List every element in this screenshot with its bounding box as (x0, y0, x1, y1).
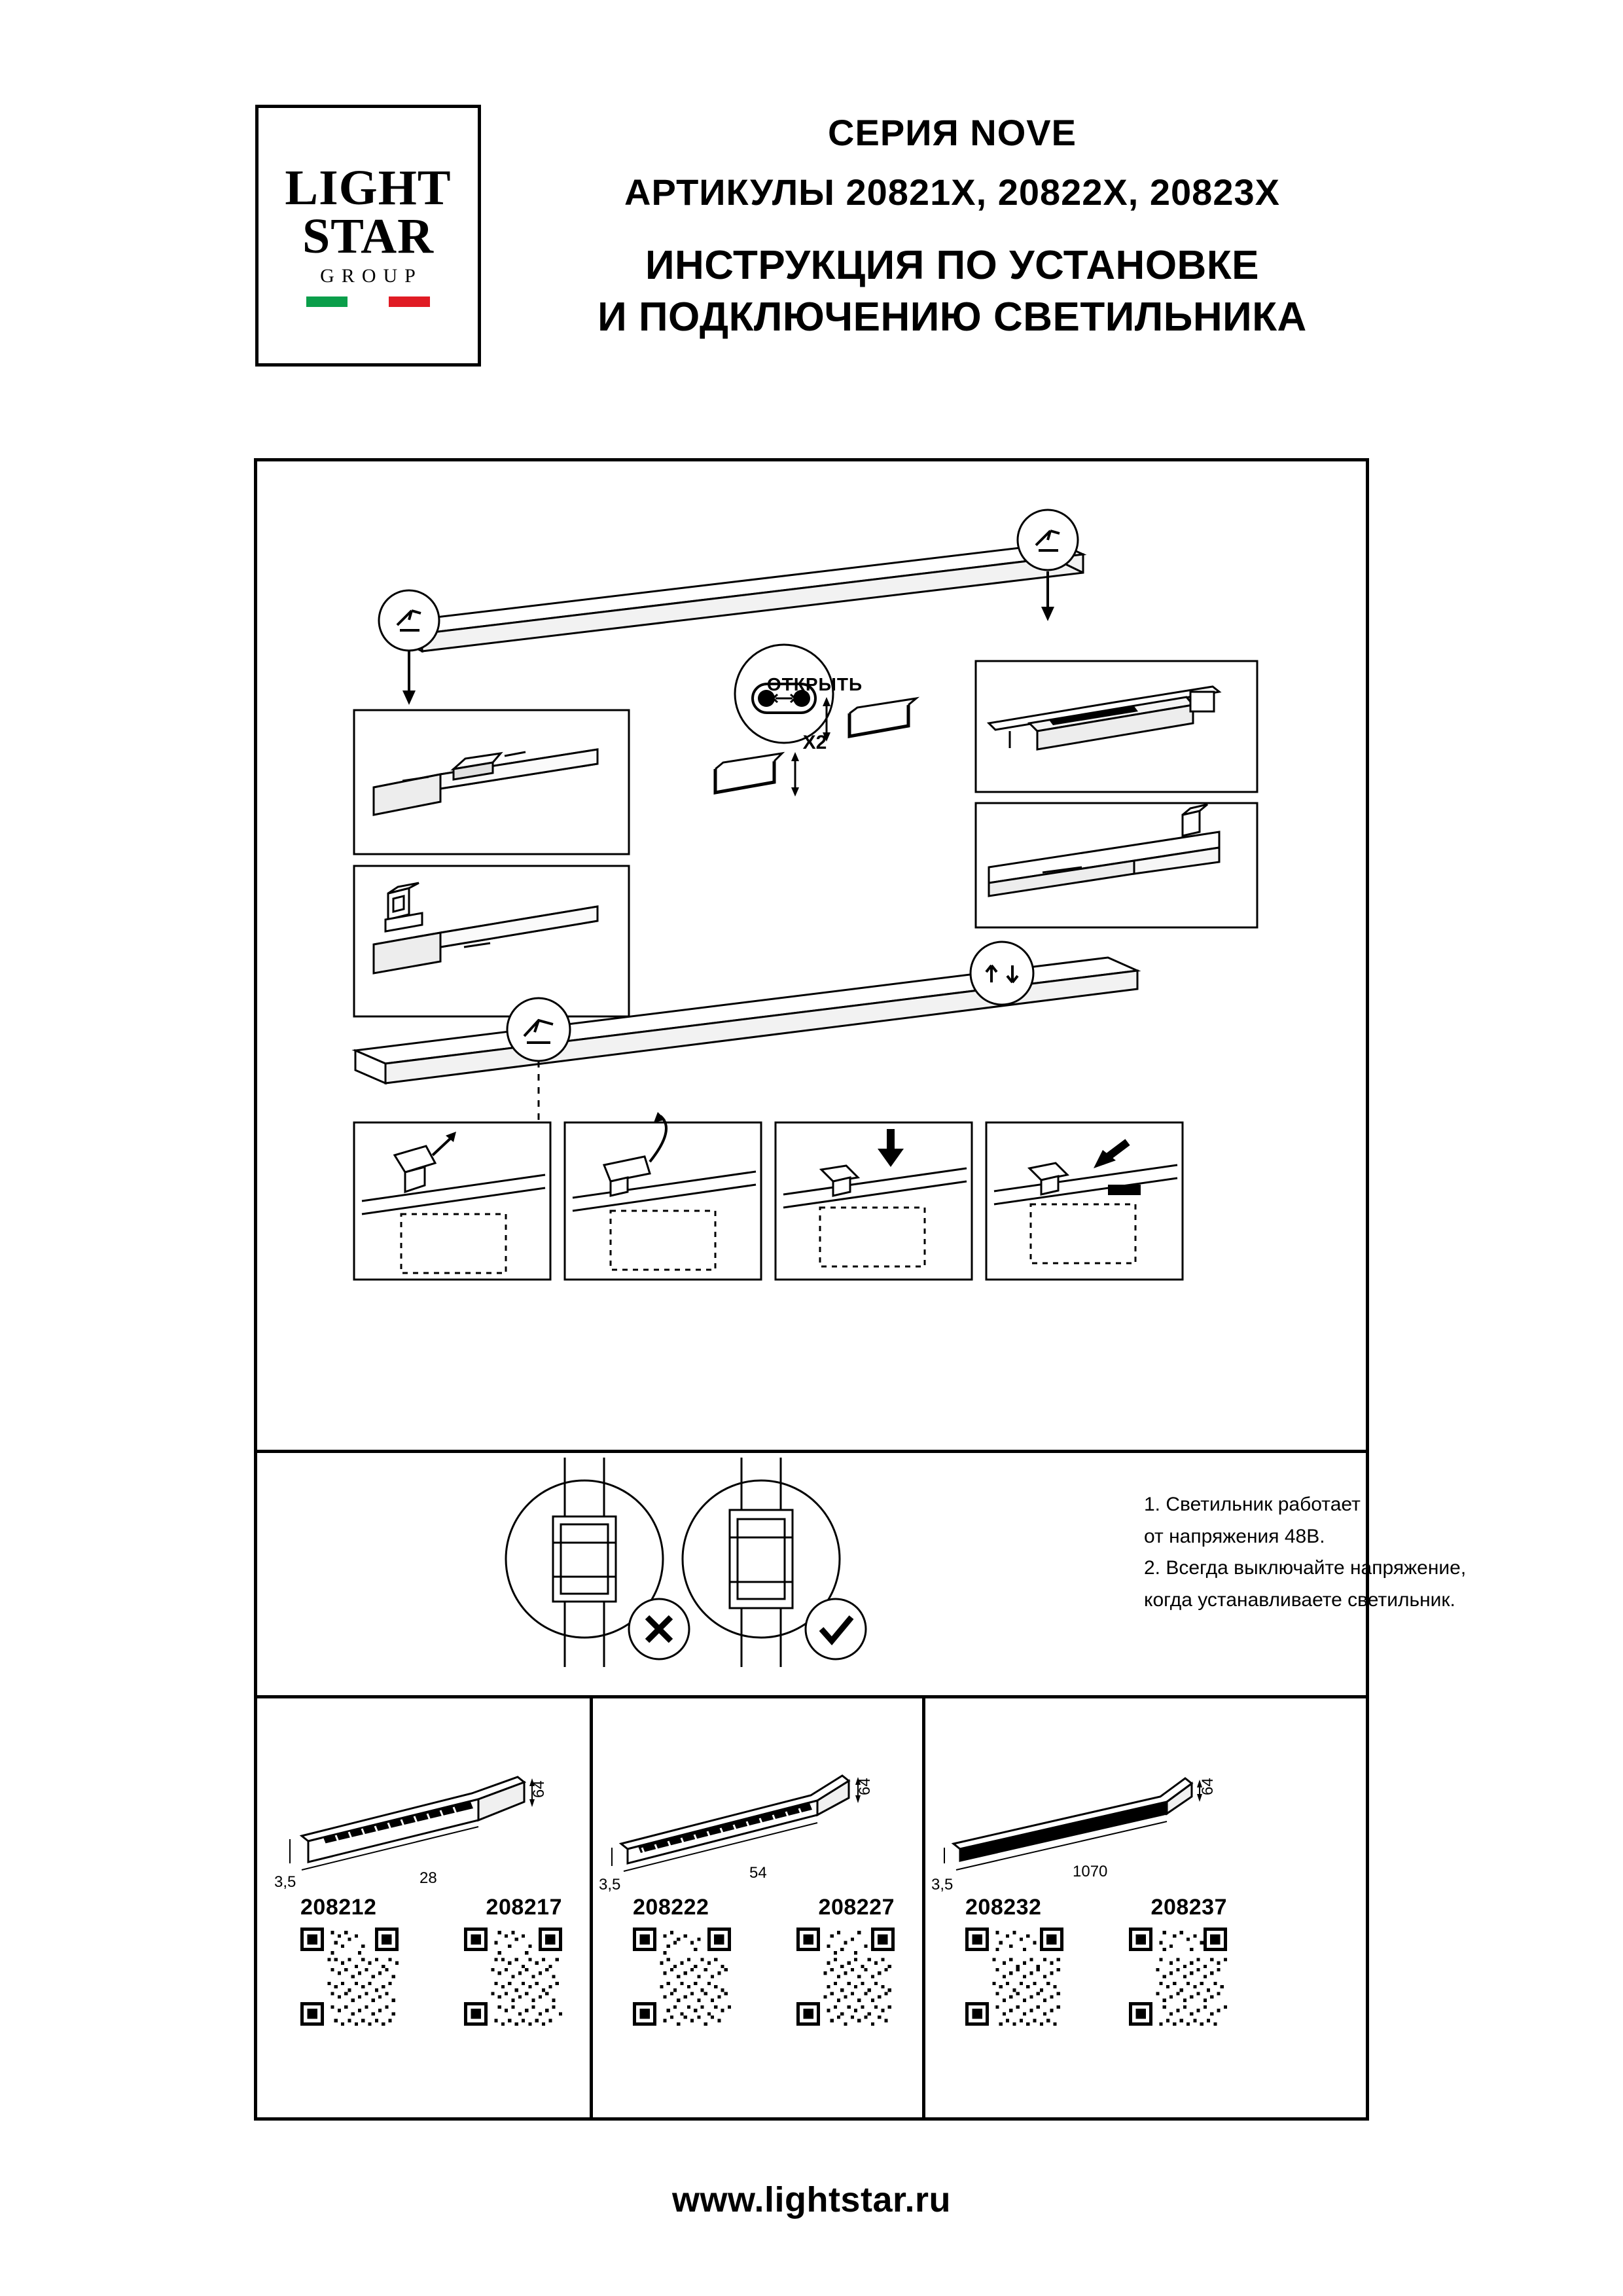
italian-flag-icon (306, 296, 431, 307)
model-code: 208212 (300, 1895, 377, 1920)
series-title: СЕРИЯ NOVE (828, 112, 1077, 153)
model-block-2 (595, 1698, 921, 2117)
instruction-frame (254, 458, 1467, 2121)
model-1-drawing (262, 1698, 588, 1914)
step-panel-4 (986, 1122, 1183, 1280)
document-title-line-2: И ПОДКЛЮЧЕНИЮ СВЕТИЛЬНИКА (597, 295, 1307, 340)
model-2-height-label: 64 (856, 1778, 874, 1795)
brand-logo (255, 105, 481, 367)
step-panel-2 (565, 1112, 761, 1280)
document-title-line-1: ИНСТРУКЦИЯ ПО УСТАНОВКЕ (645, 243, 1260, 288)
model-code: 208227 (818, 1895, 895, 1920)
qr-code[interactable] (633, 1928, 731, 2026)
header-text-block (537, 98, 1368, 344)
model-code: 208232 (965, 1895, 1042, 1920)
track-profile-top (398, 543, 1083, 651)
qr-code[interactable] (1129, 1928, 1227, 2026)
qr-code[interactable] (300, 1928, 399, 2026)
divider-model-1-2 (590, 1695, 593, 2121)
clip-icon-lower (715, 752, 799, 797)
model-block-1 (262, 1698, 588, 2117)
safety-notes (1144, 1489, 1615, 1616)
article-numbers: АРТИКУЛЫ 20821X, 20822X, 20823X (624, 171, 1280, 213)
open-label: ОТКРЫТЬ (766, 674, 863, 694)
model-code: 208222 (633, 1895, 709, 1920)
safety-note-2-line-2: когда устанавливаете светильник. (1144, 1588, 1455, 1611)
document-header (255, 98, 1368, 386)
qr-code[interactable] (965, 1928, 1063, 2026)
model-3-codes (965, 1895, 1227, 1920)
divider-model-2-3 (922, 1695, 925, 2121)
model-2-length-label: 54 (749, 1864, 767, 1882)
model-code: 208217 (486, 1895, 562, 1920)
incorrect-example (506, 1458, 689, 1667)
model-2-codes (633, 1895, 895, 1920)
safety-note-1-line-1: 1. Светильник работает (1144, 1494, 1361, 1515)
correct-example (683, 1458, 866, 1667)
qr-code[interactable] (796, 1928, 895, 2026)
qr-code[interactable] (464, 1928, 562, 2026)
model-3-drawing (927, 1698, 1255, 1914)
model-block-3 (927, 1698, 1255, 2117)
safety-note-1-line-2: от напряжения 48В. (1144, 1525, 1325, 1547)
model-1-length-label: 28 (419, 1869, 437, 1887)
step-panel-3 (776, 1122, 972, 1280)
model-1-codes (300, 1895, 562, 1920)
model-code: 208237 (1150, 1895, 1227, 1920)
model-3-depth-label: 3,5 (931, 1876, 954, 1893)
open-count-block (710, 732, 919, 754)
step-panel-1 (354, 1122, 550, 1280)
logo-line-1: LIGHT (285, 160, 452, 215)
footer-website[interactable]: www.lightstar.ru (671, 2180, 952, 2219)
logo-line-2: STAR (302, 209, 435, 264)
model-2-depth-label: 3,5 (599, 1876, 621, 1893)
assembly-diagram-section (257, 461, 1366, 1446)
safety-note-2-line-1: 2. Всегда выключайте напряжение, (1144, 1557, 1467, 1579)
open-count-label: X2 (802, 732, 827, 753)
model-3-length-label: 1070 (1073, 1863, 1108, 1880)
logo-line-3: GROUP (320, 265, 423, 287)
model-2-drawing (595, 1698, 921, 1914)
model-3-height-label: 64 (1199, 1778, 1217, 1795)
model-1-depth-label: 3,5 (274, 1873, 296, 1891)
open-label-block (710, 674, 919, 695)
assembly-illustration (257, 461, 1366, 1446)
model-1-height-label: 64 (530, 1780, 548, 1798)
